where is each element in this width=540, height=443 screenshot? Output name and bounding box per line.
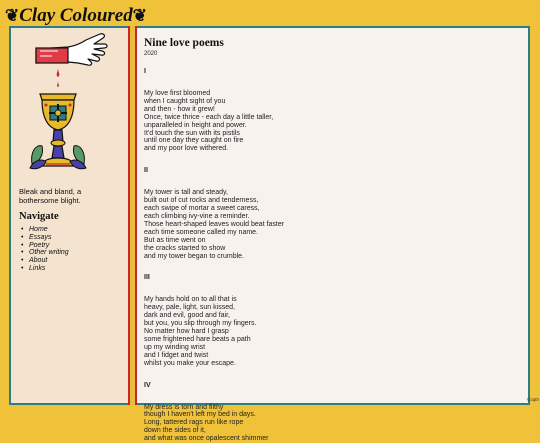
poem-number: II (144, 167, 148, 175)
poem-line: dark and evil, good and fair, (144, 312, 231, 320)
poem-line: the cracks started to show (144, 244, 226, 252)
poem-line: But as time went on (144, 236, 206, 244)
poem-line: unparalleled in height and power. (144, 121, 247, 129)
poem-number: IV (144, 381, 151, 389)
chalice-illustration (28, 30, 112, 182)
poem-line: and what was once opalescent shimmer (144, 435, 269, 443)
poem-number: III (144, 274, 150, 282)
main-content (137, 26, 530, 443)
sidebar (9, 26, 128, 405)
poem-stanza (144, 189, 528, 260)
poem-line: heavy, pale, light, sun kissed, (144, 304, 235, 312)
poem-stanza (144, 90, 528, 153)
poem-stanza (144, 296, 528, 367)
nav-heading: Navigate (19, 211, 59, 222)
poem-line: whilst you make your escape. (144, 359, 236, 367)
poem-line: up my winding wrist (144, 343, 206, 351)
poem-line: My tower is tall and steady, (144, 189, 228, 197)
site-title[interactable] (5, 5, 147, 27)
poem-line: My love first bloomed (144, 90, 211, 97)
column-divider (128, 26, 137, 405)
poem-line: Once, twice thrice - each day a little taller, (144, 113, 274, 121)
poem-line: some frightened hare beats a path (144, 335, 251, 343)
chalice-icon (40, 94, 76, 166)
poem-line: It'd touch the sun with its pistils (144, 129, 240, 137)
poem-line: and my tower began to crumble. (144, 252, 244, 260)
poem-line: down the sides of it, (144, 427, 206, 435)
fleuron-icon: ❦ (132, 6, 147, 25)
site-title-text: Clay Coloured (19, 5, 133, 26)
poem-line: Those heart-shaped leaves would beat faster (144, 220, 285, 228)
nav-link-essays[interactable]: • Essays (29, 234, 128, 242)
poem-line: and I fidget and twist (144, 351, 209, 359)
nav-link-poetry[interactable]: • Poetry (29, 242, 128, 250)
poem-line: My dress is torn and filthy (144, 403, 224, 411)
site-tagline: Bleak and bland, a bothersome blight. (19, 187, 82, 205)
poem-number: I (144, 68, 146, 75)
post-year: 2020 (144, 51, 158, 57)
poem-stanza (144, 404, 528, 443)
nav-link-other-writing[interactable]: • Other writing (29, 249, 128, 257)
poem-line: but you, you slip through my fingers. (144, 320, 257, 328)
poem-line: No matter how hard I grasp (144, 328, 229, 336)
nav-list (29, 226, 128, 273)
poem-line: until one day they caught on fire (144, 137, 244, 145)
fleuron-icon: ❦ (5, 6, 20, 25)
poem-line: though I haven't left my bed in days. (144, 411, 256, 419)
poem-line: and my poor love withered. (144, 145, 229, 153)
poem-line: each time someone called my name. (144, 228, 258, 236)
pointing-hand-icon (36, 34, 107, 65)
poem-line: My hands hold on to all that is (144, 296, 237, 304)
poem-list (144, 68, 528, 443)
poem-line: and then - how it grew! (144, 105, 215, 113)
blood-drop-icon (56, 68, 59, 87)
poem-line: Long, tattered rags run like rope (144, 419, 244, 427)
poem-line: built out of cut rocks and tenderness, (144, 197, 259, 205)
poem-line: each climbing ivy-vine a reminder. (144, 212, 250, 220)
nav-link-links[interactable]: • Links (29, 265, 128, 273)
nav-link-about[interactable]: • About (29, 257, 128, 265)
post-title: Nine love poems (144, 37, 224, 49)
attribution-text: ©oqth (526, 397, 539, 402)
nav-link-home[interactable]: • Home (29, 226, 128, 234)
poem-line: each swipe of mortar a sweet caress, (144, 205, 260, 213)
poem-line: when I caught sight of you (144, 97, 226, 105)
